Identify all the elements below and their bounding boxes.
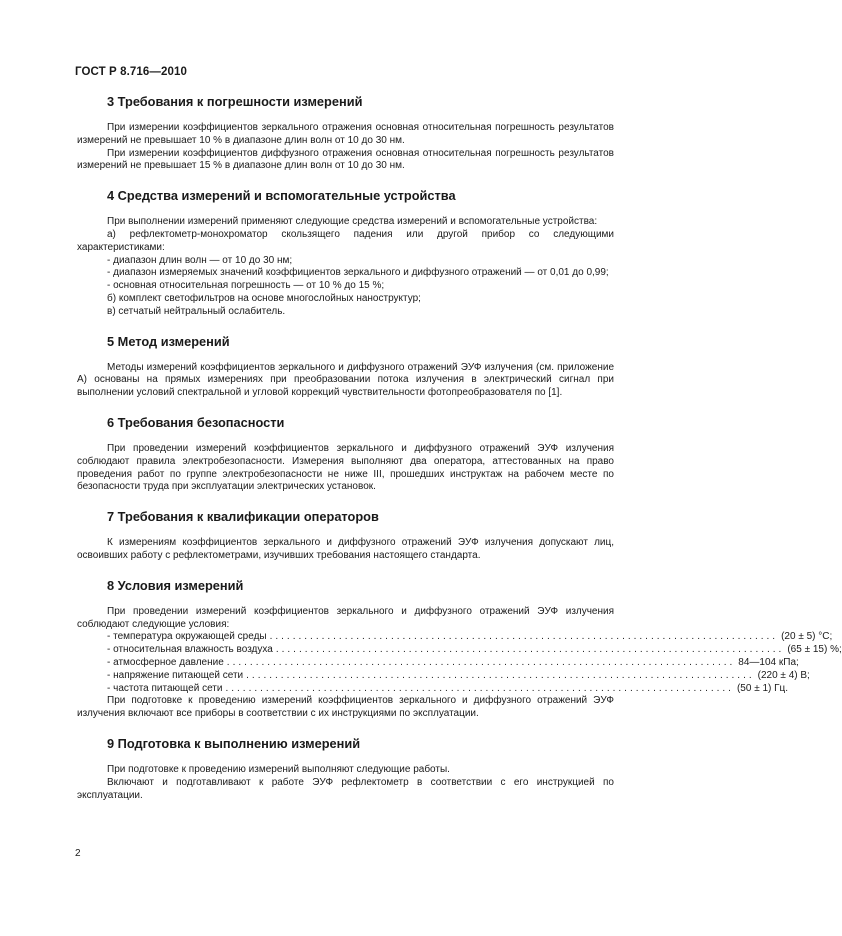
section-9-paragraph-1: При подготовке к проведению измерений выполняют следующие работы. — [107, 763, 450, 775]
condition-label: - относительная влажность воздуха — [107, 644, 273, 656]
section-6-title: 6 Требования безопасности — [107, 414, 285, 430]
section-8-paragraph-2: При подготовке к проведению измерений коэффициентов зеркального и диффузного отражений ЭУФ излучения включают все приборы в соответствии с их инструкциями по эксплуатации. — [77, 695, 614, 720]
document-code: ГОСТ Р 8.716—2010 — [75, 66, 187, 78]
section-4-dash-2: - диапазон измеряемых значений коэффициентов зеркального и диффузного отражений — от 0,01 до 0,99; — [107, 267, 609, 279]
condition-row — [77, 682, 789, 696]
condition-label: - атмосферное давление — [107, 656, 224, 668]
section-4-dash-3: - основная относительная погрешность — от 10 % до 15 %; — [107, 280, 385, 292]
section-3-paragraph-1: При измерении коэффициентов зеркального отражения основная относительная погрешность результатов измерений не превышает 10 % в диапазоне длин волн от 10 до 30 нм. — [77, 122, 614, 146]
section-8 — [77, 577, 842, 721]
section-4 — [77, 188, 614, 318]
condition-value: (20 ± 5) °С; — [781, 631, 833, 643]
section-7-title: 7 Требования к квалификации операторов — [107, 509, 379, 525]
condition-row — [77, 631, 833, 644]
section-6 — [77, 415, 614, 494]
section-3-title: 3 Требования к погрешности измерений — [107, 94, 363, 109]
condition-row — [77, 669, 810, 683]
section-7-paragraph-1: К измерениям коэффициентов зеркального и диффузного отражений ЭУФ излучения допускают лиц, освоивших работу с рефлектометрами, изучивших требования настоящего стандарта. — [77, 537, 614, 561]
section-9 — [77, 736, 614, 802]
section-4-title: 4 Средства измерений и вспомогательные устройства — [107, 188, 456, 204]
section-9-paragraph-2: Включают и подготавливают к работе ЭУФ рефлектометр в соответствии с его инструкцией по эксплуатации. — [77, 776, 614, 801]
dot-leader: ........................................................................................ — [246, 669, 755, 681]
section-5-paragraph-1: Методы измерений коэффициентов зеркального и диффузного отражений ЭУФ излучения (см. приложение А) основаны на прямых измерениях при преобразовании потока излучения в электрический сигнал при выполнении условий спектральной и угловой коррекций чувствительности фотопреобразователя по [1]. — [77, 361, 614, 399]
dot-leader: ........................................................................................ — [226, 656, 736, 668]
section-8-paragraph-1: При проведении измерений коэффициентов зеркального и диффузного отражений ЭУФ излучения соблюдают следующие условия: — [77, 605, 614, 630]
section-4-paragraph-1: При выполнении измерений применяют следующие средства измерений и вспомогательные устройства: — [107, 216, 598, 228]
section-5-title: 5 Метод измерений — [107, 333, 230, 349]
section-4-dash-1: - диапазон длин волн — от 10 до 30 нм; — [107, 254, 293, 266]
page-number: 2 — [75, 848, 81, 859]
condition-row — [77, 656, 799, 670]
condition-value: 84—104 кПа; — [738, 656, 799, 668]
section-9-title: 9 Подготовка к выполнению измерений — [107, 735, 361, 751]
section-8-title: 8 Условия измерений — [107, 577, 244, 593]
section-4-item-a: а) рефлектометр-монохроматор скользящего падения или другой прибор со следующими характеристиками: — [77, 228, 614, 253]
section-4-item-b: б) комплект светофильтров на основе многослойных наноструктур; — [107, 292, 421, 304]
condition-value: (50 ± 1) Гц. — [736, 682, 789, 694]
condition-label: - температура окружающей среды — [107, 631, 267, 643]
section-3-paragraph-2: При измерении коэффициентов диффузного отражения основная относительная погрешность результатов измерений не превышает 15 % в диапазоне длин волн от 10 до 30 нм. — [77, 147, 614, 172]
section-5 — [77, 334, 614, 400]
section-4-item-c: в) сетчатый нейтральный ослабитель. — [107, 305, 286, 317]
condition-label: - частота питающей сети — [107, 682, 223, 694]
condition-value: (220 ± 4) В; — [757, 669, 810, 681]
condition-label: - напряжение питающей сети — [107, 669, 244, 681]
condition-value: (65 ± 15) %; — [787, 644, 842, 656]
page-content — [77, 94, 842, 817]
section-6-paragraph-1: При проведении измерений коэффициентов зеркального и диффузного отражений ЭУФ излучения соблюдают правила электробезопасности. Измерения выполняют два оператора, аттестованных на право проведения работ по группе электробезопасности не ниже III, прошедших инструктаж на рабочем месте по безопасности труда при эксплуатации электрических установок. — [77, 442, 614, 493]
dot-leader: ........................................................................................ — [269, 631, 779, 643]
condition-row — [77, 644, 842, 657]
dot-leader: ........................................................................................ — [225, 682, 734, 694]
section-7 — [77, 509, 614, 563]
dot-leader: ........................................................................................ — [275, 644, 785, 656]
section-3 — [77, 94, 614, 173]
